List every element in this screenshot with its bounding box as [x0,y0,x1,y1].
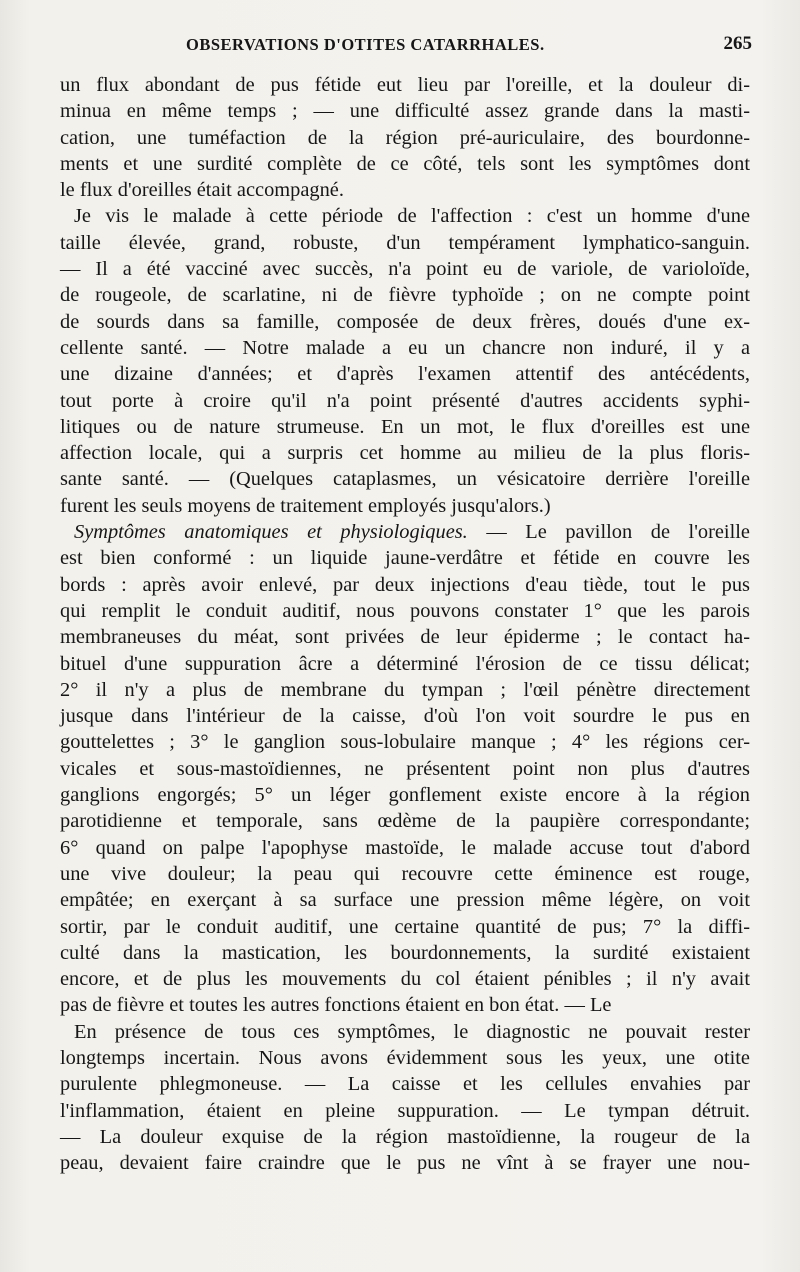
text-line: encore, et de plus les mouvements du col étaient pénibles ; il n'y avait [60,968,750,991]
text-line: ganglions engorgés; 5° un léger gonflement existe encore à la région [60,784,750,807]
text-line: bituel d'une suppuration âcre a déterminé l'érosion de ce tissu délicat; [60,652,750,675]
italic-heading: Symptômes anatomiques et physiologiques. [74,521,468,544]
text-line: longtemps incertain. Nous avons évidemment sous les yeux, une otite [60,1046,750,1069]
text-line: — Il a été vacciné avec succès, n'a point eu de variole, de varioloïde, [60,258,750,281]
text-line: affection locale, qui a surpris cet homme au milieu de la plus floris- [60,442,750,465]
text-line: bords : après avoir enlevé, par deux injections d'eau tiède, tout le pus [60,573,750,596]
paragraph [60,519,750,1019]
paragraph [60,1019,750,1177]
text-line: litiques ou de nature strumeuse. En un mot, le flux d'oreilles est une [60,415,750,438]
page-header [62,35,752,59]
text-line: l'inflammation, étaient en pleine suppuration. — Le tympan détruit. [60,1099,750,1122]
paragraph [60,72,750,203]
text-line: 6° quand on palpe l'apophyse mastoïde, le malade accuse tout d'abord [60,836,750,859]
text-line: Je vis le malade à cette période de l'affection : c'est un homme d'une [74,205,750,228]
text-line: 2° il n'y a plus de membrane du tympan ; l'œil pénètre directement [60,678,750,701]
text-line: ments et une surdité complète de ce côté, tels sont les symptômes dont [60,152,750,175]
text-line: purulente phlegmoneuse. — La caisse et les cellules envahies par [60,1073,750,1096]
text-line: minua en même temps ; — une difficulté assez grande dans la masti- [60,100,750,123]
text-line: peau, devaient faire craindre que le pus ne vînt à se frayer une nou- [60,1152,750,1175]
text-line: taille élevée, grand, robuste, d'un tempérament lymphatico-sanguin. [60,231,750,254]
text-line: — La douleur exquise de la région mastoïdienne, la rougeur de la [60,1125,750,1148]
text-line: qui remplit le conduit auditif, nous pouvons constater 1° que les parois [60,599,750,622]
text-line: culté dans la mastication, les bourdonnements, la surdité existaient [60,941,750,964]
text-line: gouttelettes ; 3° le ganglion sous-lobulaire manque ; 4° les régions cer- [60,731,750,754]
text-line: tout porte à croire qu'il n'a point présenté d'autres accidents syphi- [60,389,750,412]
text-line: sortir, par le conduit auditif, une certaine quantité de pus; 7° la diffi- [60,915,750,938]
page-body [60,72,750,1176]
text-line: membraneuses du méat, sont privées de leur épiderme ; le contact ha- [60,626,750,649]
text-line: le flux d'oreilles était accompagné. [60,179,344,202]
text-line: une dizaine d'années; et d'après l'examen attentif des antécédents, [60,363,750,386]
paragraph [60,203,750,519]
text-line: une vive douleur; la peau qui recouvre cette éminence est rouge, [60,862,750,885]
text-line: de rougeole, de scarlatine, ni de fièvre typhoïde ; on ne compte point [60,284,750,307]
text-line: est bien conformé : un liquide jaune-verdâtre et fétide en couvre les [60,547,750,570]
text-line: cation, une tuméfaction de la région pré-auriculaire, des bourdonne- [60,126,750,149]
heading-continuation: — Le pavillon de l'oreille [467,521,750,544]
text-line: furent les seuls moyens de traitement employés jusqu'alors.) [60,494,551,517]
text-line: cellente santé. — Notre malade a eu un chancre non induré, il y a [60,336,750,359]
text-line: pas de fièvre et toutes les autres fonctions étaient en bon état. — Le [60,994,612,1017]
text-line [60,519,750,545]
text-line: jusque dans l'intérieur de la caisse, d'où l'on voit sourdre le pus en [60,705,750,728]
text-line: sante santé. — (Quelques cataplasmes, un vésicatoire derrière l'oreille [60,468,750,491]
running-title: OBSERVATIONS D'OTITES CATARRHALES. [186,35,545,54]
text-line: En présence de tous ces symptômes, le diagnostic ne pouvait rester [74,1020,750,1043]
text-line: de sourds dans sa famille, composée de deux frères, doués d'une ex- [60,310,750,333]
text-line: empâtée; en exerçant à sa surface une pression même légère, on voit [60,889,750,912]
text-line: vicales et sous-mastoïdiennes, ne présentent point non plus d'autres [60,757,750,780]
text-line: parotidienne et temporale, sans œdème de la paupière correspondante; [60,810,750,833]
text-line: un flux abondant de pus fétide eut lieu par l'oreille, et la douleur di- [60,74,750,96]
page-number: 265 [723,33,752,54]
